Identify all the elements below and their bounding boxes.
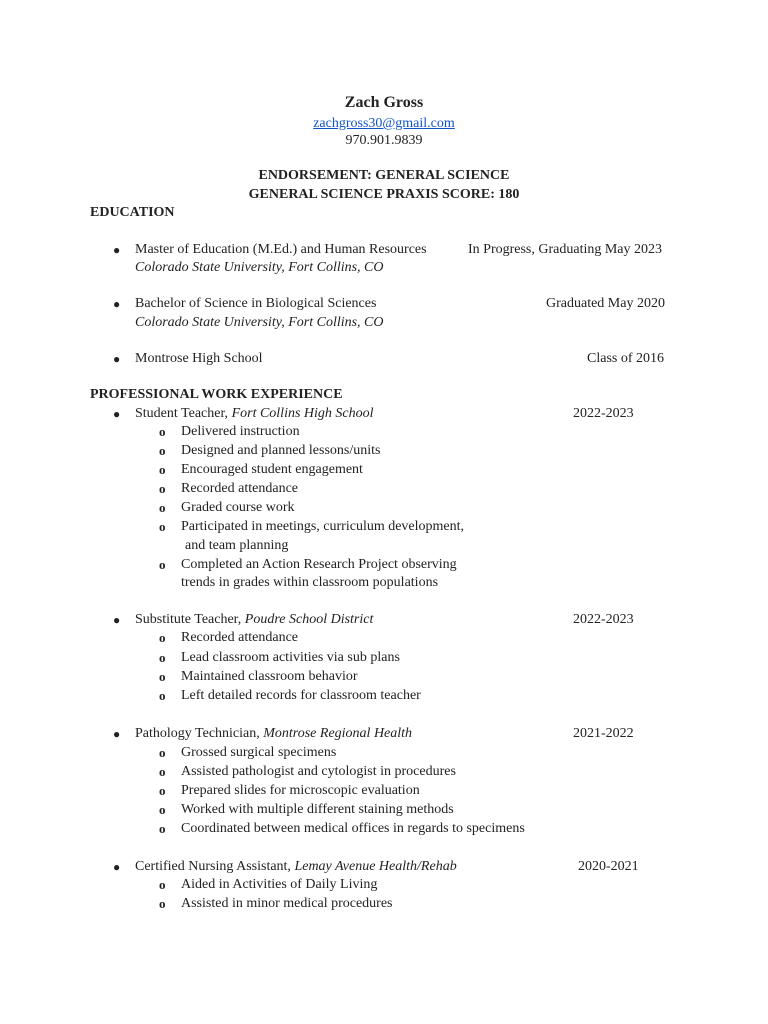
- bullet-icon: ●: [113, 407, 121, 421]
- education-heading: EDUCATION: [90, 205, 175, 220]
- sub-bullet-icon: o: [159, 557, 166, 572]
- sub-bullet-icon: o: [159, 688, 166, 703]
- sub-bullet-icon: o: [159, 802, 166, 817]
- sub-bullet-icon: o: [159, 443, 166, 458]
- job-duty: Assisted pathologist and cytologist in procedures: [181, 764, 456, 779]
- job-organization: Lemay Avenue Health/Rehab: [294, 859, 457, 874]
- job-duty: Completed an Action Research Project observing: [181, 557, 457, 572]
- job-title: [135, 611, 373, 629]
- job-title: [135, 405, 374, 423]
- job-role: Pathology Technician,: [135, 726, 264, 741]
- job-duty: Coordinated between medical offices in regards to specimens: [181, 821, 525, 836]
- sub-bullet-icon: o: [159, 462, 166, 477]
- job-organization: Fort Collins High School: [231, 406, 374, 421]
- endorsement-line: ENDORSEMENT: GENERAL SCIENCE: [258, 168, 510, 183]
- education-degree: Montrose High School: [135, 351, 263, 366]
- job-dates: 2021-2022: [573, 726, 634, 741]
- sub-bullet-icon: o: [159, 630, 166, 645]
- sub-bullet-icon: o: [159, 669, 166, 684]
- job-duty-continued: and team planning: [185, 538, 289, 553]
- job-organization: Montrose Regional Health: [263, 726, 413, 741]
- email-link[interactable]: zachgross30@gmail.com: [313, 116, 455, 131]
- job-duty: Aided in Activities of Daily Living: [181, 877, 378, 892]
- education-degree: Master of Education (M.Ed.) and Human Resources: [135, 242, 427, 257]
- job-duty: Encouraged student engagement: [181, 462, 363, 477]
- job-duty: Graded course work: [181, 500, 295, 515]
- job-duty: Participated in meetings, curriculum development,: [181, 519, 465, 534]
- sub-bullet-icon: o: [159, 745, 166, 760]
- job-title: [135, 858, 457, 876]
- education-date: In Progress, Graduating May 2023: [468, 242, 663, 257]
- job-role: Substitute Teacher,: [135, 612, 245, 627]
- sub-bullet-icon: o: [159, 424, 166, 439]
- bullet-icon: ●: [113, 243, 121, 257]
- job-duty: Assisted in minor medical procedures: [181, 896, 393, 911]
- job-dates: 2020-2021: [578, 859, 639, 874]
- job-duty: Recorded attendance: [181, 481, 298, 496]
- sub-bullet-icon: o: [159, 500, 166, 515]
- job-duty-continued: trends in grades within classroom populations: [181, 575, 439, 590]
- job-dates: 2022-2023: [573, 406, 634, 421]
- job-duty: Grossed surgical specimens: [181, 745, 337, 760]
- job-title: [135, 725, 412, 743]
- education-school: Colorado State University, Fort Collins, CO: [135, 315, 384, 330]
- job-duty: Worked with multiple different staining methods: [181, 802, 454, 817]
- praxis-score-line: GENERAL SCIENCE PRAXIS SCORE: 180: [248, 187, 520, 202]
- sub-bullet-icon: o: [159, 650, 166, 665]
- job-duty: Maintained classroom behavior: [181, 669, 358, 684]
- bullet-icon: ●: [113, 727, 121, 741]
- bullet-icon: ●: [113, 297, 121, 311]
- education-date: Graduated May 2020: [546, 296, 665, 311]
- job-role: Certified Nursing Assistant,: [135, 859, 295, 874]
- sub-bullet-icon: o: [159, 764, 166, 779]
- job-duty: Lead classroom activities via sub plans: [181, 650, 400, 665]
- job-duty: Prepared slides for microscopic evaluation: [181, 783, 420, 798]
- sub-bullet-icon: o: [159, 519, 166, 534]
- job-duty: Left detailed records for classroom teacher: [181, 688, 421, 703]
- candidate-name: Zach Gross: [344, 94, 424, 111]
- sub-bullet-icon: o: [159, 896, 166, 911]
- education-school: Colorado State University, Fort Collins, CO: [135, 260, 384, 275]
- job-organization: Poudre School District: [244, 612, 374, 627]
- job-role: Student Teacher,: [135, 406, 232, 421]
- job-dates: 2022-2023: [573, 612, 634, 627]
- bullet-icon: ●: [113, 860, 121, 874]
- sub-bullet-icon: o: [159, 877, 166, 892]
- sub-bullet-icon: o: [159, 783, 166, 798]
- education-degree: Bachelor of Science in Biological Sciences: [135, 296, 377, 311]
- job-duty: Delivered instruction: [181, 424, 300, 439]
- education-date: Class of 2016: [587, 351, 664, 366]
- bullet-icon: ●: [113, 352, 121, 366]
- phone-number: 970.901.9839: [345, 133, 423, 148]
- job-duty: Designed and planned lessons/units: [181, 443, 381, 458]
- bullet-icon: ●: [113, 613, 121, 627]
- sub-bullet-icon: o: [159, 821, 166, 836]
- experience-heading: PROFESSIONAL WORK EXPERIENCE: [90, 387, 343, 402]
- job-duty: Recorded attendance: [181, 630, 298, 645]
- sub-bullet-icon: o: [159, 481, 166, 496]
